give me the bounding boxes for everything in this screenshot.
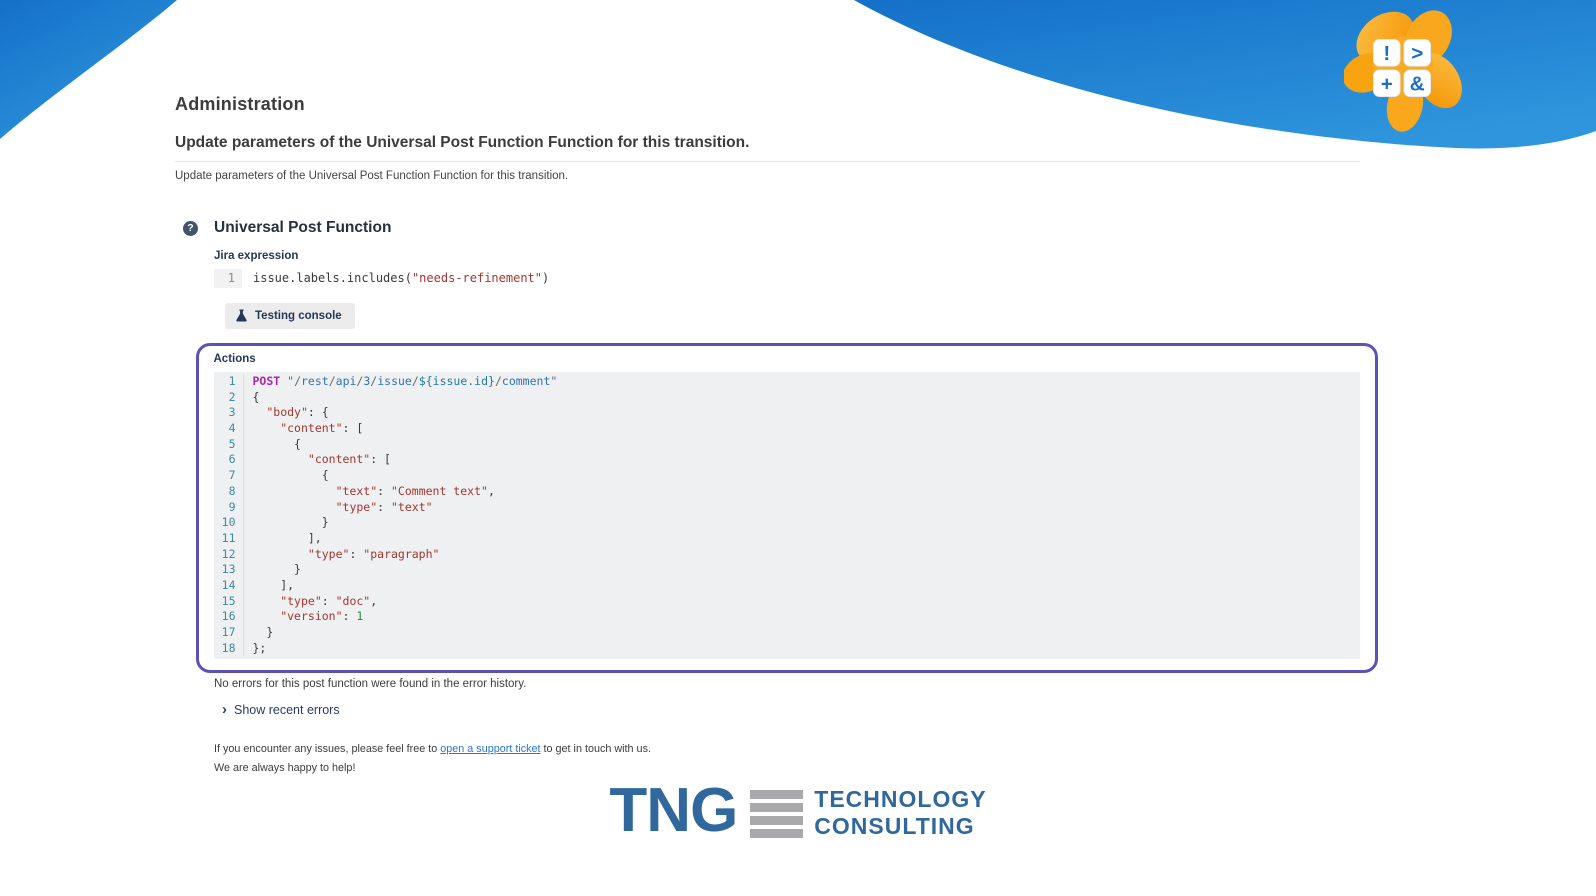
line-number: 16 bbox=[214, 609, 244, 625]
code-line: "body": { bbox=[266, 405, 329, 420]
code-line: "text": "Comment text", bbox=[335, 483, 495, 498]
function-title: Universal Post Function bbox=[214, 219, 392, 236]
code-line: { bbox=[252, 389, 260, 404]
code-line: POST "/rest/api/3/issue/${issue.id}/comment" bbox=[252, 374, 558, 388]
code-line: "type": "text" bbox=[335, 499, 433, 514]
code-line: ], bbox=[252, 577, 295, 592]
actions-panel bbox=[196, 343, 1378, 673]
tng-logo-bars-icon bbox=[750, 790, 803, 838]
code-line: "type": "doc", bbox=[280, 593, 378, 608]
code-line: "content": [ bbox=[307, 452, 391, 467]
line-number: 1 bbox=[214, 374, 244, 390]
testing-console-button[interactable] bbox=[225, 303, 355, 329]
line-number: 11 bbox=[214, 531, 244, 547]
line-number: 6 bbox=[214, 452, 244, 468]
code-line: } bbox=[252, 625, 274, 639]
section-subtext: Update parameters of the Universal Post Function Function for this transition. bbox=[175, 170, 569, 182]
line-number: 1 bbox=[214, 269, 244, 288]
code-line: { bbox=[252, 468, 329, 483]
line-number: 8 bbox=[214, 484, 244, 500]
line-number: 17 bbox=[214, 625, 244, 641]
code-line: } bbox=[252, 562, 301, 577]
page-title: Administration bbox=[175, 94, 305, 114]
jira-expression-editor[interactable] bbox=[214, 269, 1360, 288]
function-header bbox=[175, 219, 1596, 237]
line-number: 2 bbox=[214, 390, 244, 406]
chevron-right-icon: › bbox=[222, 701, 227, 719]
code-line: } bbox=[252, 515, 329, 530]
tile-greater: > bbox=[1411, 42, 1424, 66]
code-line: }; bbox=[252, 640, 267, 655]
code-line: issue.labels.includes("needs-refinement") bbox=[253, 271, 550, 285]
tng-logo-text bbox=[814, 786, 986, 840]
actions-code-editor[interactable] bbox=[214, 372, 1360, 659]
tng-logo-word: TNG bbox=[609, 776, 738, 845]
line-number: 14 bbox=[214, 578, 244, 594]
jira-expression-label: Jira expression bbox=[214, 250, 299, 262]
error-status-text: No errors for this post function were found in the error history. bbox=[214, 678, 527, 691]
code-line: "type": "paragraph" bbox=[307, 546, 440, 561]
line-number: 12 bbox=[214, 547, 244, 563]
show-recent-errors-label: Show recent errors bbox=[234, 703, 340, 718]
line-number: 13 bbox=[214, 562, 244, 578]
line-number: 15 bbox=[214, 594, 244, 610]
tng-logo-line2: CONSULTING bbox=[814, 813, 975, 839]
support-text-line2: We are always happy to help! bbox=[214, 762, 356, 775]
tile-exclamation: ! bbox=[1383, 42, 1391, 66]
show-recent-errors-toggle[interactable] bbox=[222, 703, 1596, 717]
line-number: 4 bbox=[214, 421, 244, 437]
testing-console-label: Testing console bbox=[255, 310, 342, 322]
line-number: 3 bbox=[214, 405, 244, 421]
line-number: 18 bbox=[214, 641, 244, 657]
line-number: 7 bbox=[214, 468, 244, 484]
section-heading: Update parameters of the Universal Post Function Function for this transition. bbox=[175, 134, 1360, 162]
tile-plus: + bbox=[1380, 72, 1393, 96]
line-number: 10 bbox=[214, 515, 244, 531]
code-line: ], bbox=[252, 530, 322, 545]
code-line: { bbox=[252, 436, 301, 451]
tng-logo-line1: TECHNOLOGY bbox=[814, 786, 987, 812]
line-number: 9 bbox=[214, 500, 244, 516]
code-line: "version": 1 bbox=[280, 609, 364, 624]
tile-ampersand: & bbox=[1409, 72, 1425, 96]
line-number: 5 bbox=[214, 437, 244, 453]
actions-label: Actions bbox=[213, 353, 256, 365]
support-ticket-link[interactable]: open a support ticket bbox=[440, 743, 541, 756]
code-line: "content": [ bbox=[280, 421, 364, 436]
footer bbox=[0, 776, 1596, 845]
help-icon[interactable]: ? bbox=[183, 221, 198, 236]
support-text: If you encounter any issues, please feel free to open a support ticket to get in touch with us. bbox=[214, 743, 651, 756]
flask-icon bbox=[235, 309, 248, 323]
